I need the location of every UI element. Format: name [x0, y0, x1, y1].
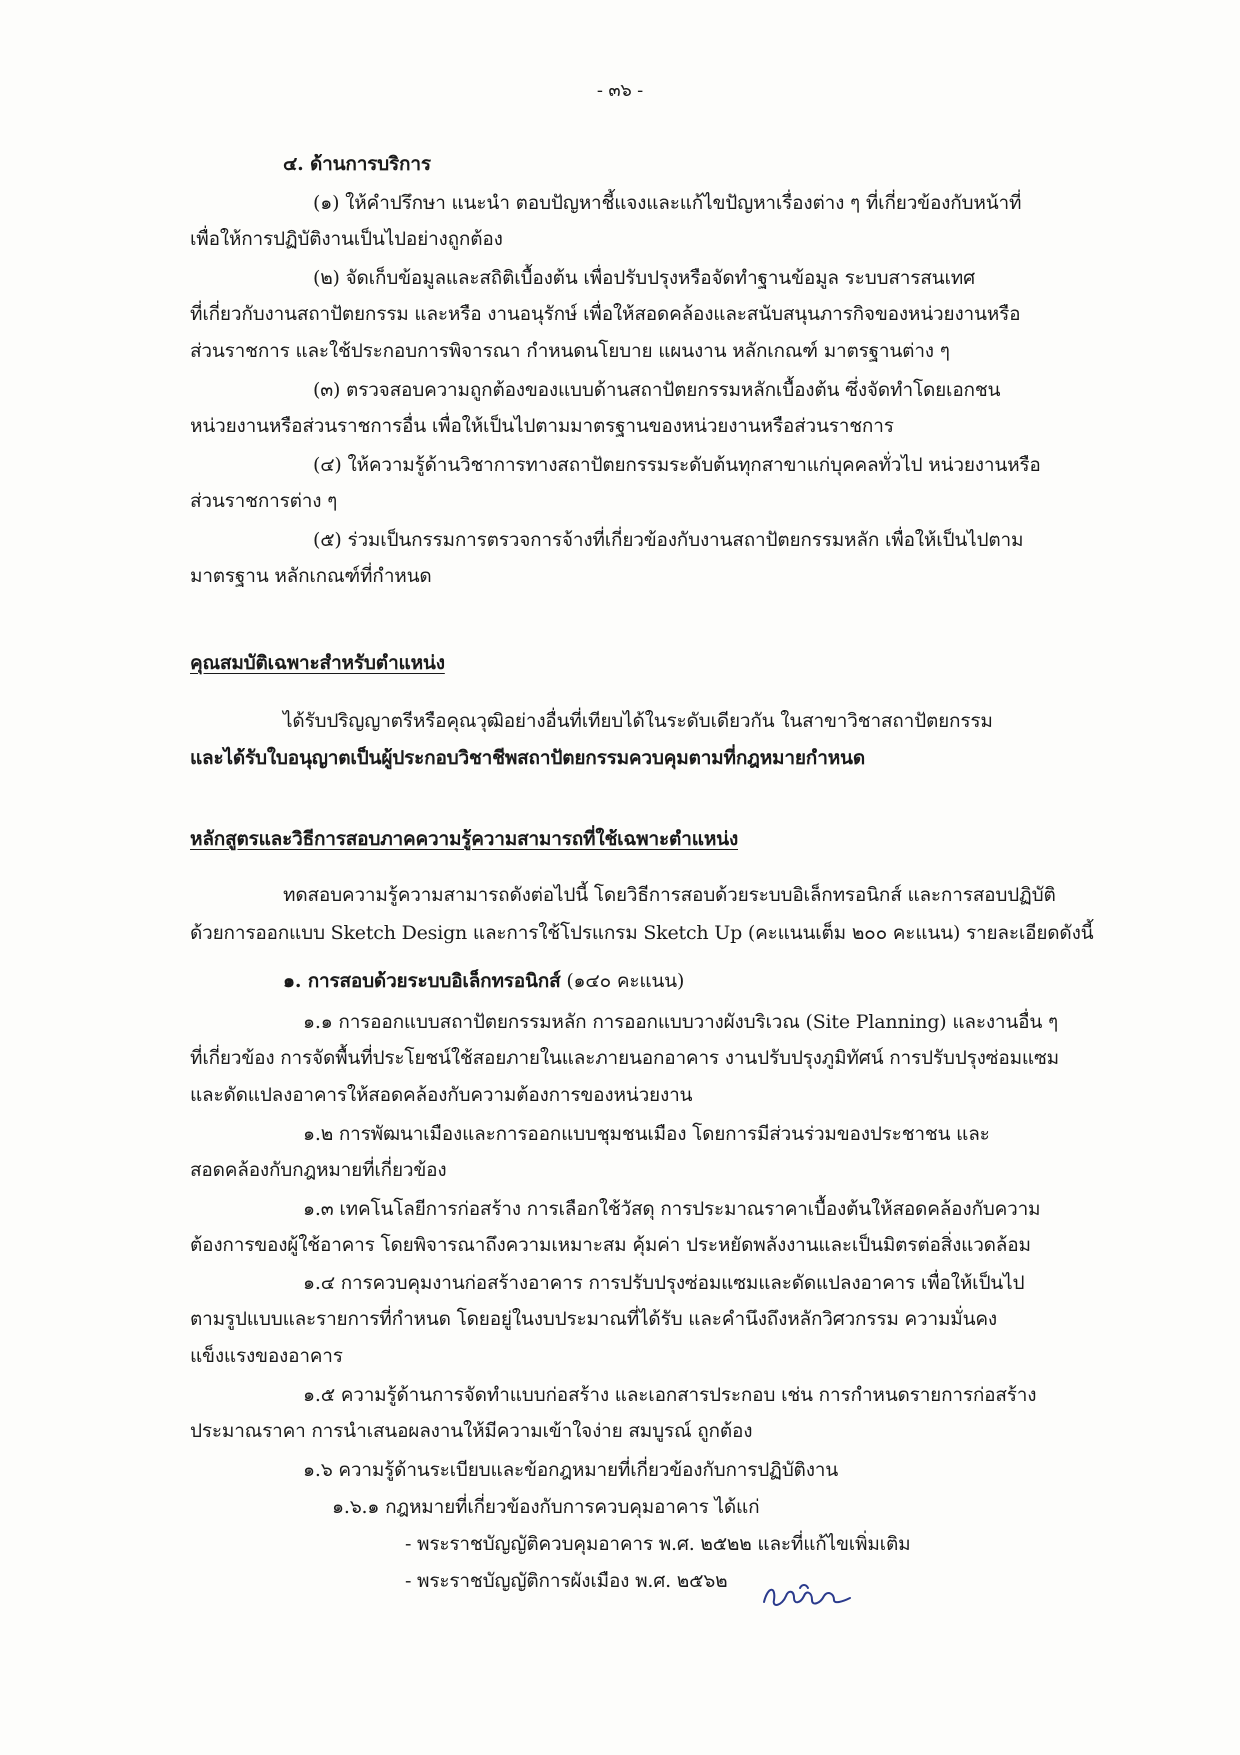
service-item-5-line-2: มาตรฐาน หลักเกณฑ์ที่กำหนด	[190, 565, 432, 587]
service-item-1-line-2: เพื่อให้การปฏิบัติงานเป็นไปอย่างถูกต้อง	[190, 228, 503, 250]
service-item-5-line-1: (๕) ร่วมเป็นกรรมการตรวจการจ้างที่เกี่ยวข้องกับงานสถาปัตยกรรมหลัก เพื่อให้เป็นไปตาม	[313, 529, 1024, 551]
topic-1-3-line-2: ต้องการของผู้ใช้อาคาร โดยพิจารณาถึงความเหมาะสม คุ้มค่า ประหยัดพลังงานและเป็นมิตรต่อสิ่งแวดล้อม	[190, 1234, 1031, 1256]
signature-initials	[760, 1578, 860, 1614]
curriculum-heading: หลักสูตรและวิธีการสอบภาคความรู้ความสามารถที่ใช้เฉพาะตำแหน่ง	[190, 828, 739, 850]
law-item: - พระราชบัญญัติการผังเมือง พ.ศ. ๒๕๖๒	[405, 1570, 728, 1592]
qualifications-line-2: และได้รับใบอนุญาตเป็นผู้ประกอบวิชาชีพสถาปัตยกรรมควบคุมตามที่กฎหมายกำหนด	[190, 747, 865, 769]
topic-1-6: ๑.๖ ความรู้ด้านระเบียบและข้อกฎหมายที่เกี่ยวข้องกับการปฏิบัติงาน	[303, 1459, 839, 1481]
service-item-3-line-2: หน่วยงานหรือส่วนราชการอื่น เพื่อให้เป็นไปตามมาตรฐานของหน่วยงานหรือส่วนราชการ	[190, 415, 894, 437]
qualifications-line-1: ได้รับปริญญาตรีหรือคุณวุฒิอย่างอื่นที่เทียบได้ในระดับเดียวกัน ในสาขาวิชาสถาปัตยกรรม	[283, 710, 993, 732]
topic-1-5-line-2: ประมาณราคา การนำเสนอผลงานให้มีความเข้าใจง่าย สมบูรณ์ ถูกต้อง	[190, 1420, 753, 1442]
topic-1-1-line-1: ๑.๑ การออกแบบสถาปัตยกรรมหลัก การออกแบบวางผังบริเวณ (Site Planning) และงานอื่น ๆ	[303, 1011, 1059, 1033]
topic-1-3-line-1: ๑.๓ เทคโนโลยีการก่อสร้าง การเลือกใช้วัสดุ การประมาณราคาเบื้องต้นให้สอดคล้องกับความ	[303, 1198, 1041, 1220]
page-number: - ๓๖ -	[596, 80, 644, 101]
exam-points: (๑๔๐ คะแนน)	[566, 970, 685, 992]
curriculum-intro-line-1: ทดสอบความรู้ความสามารถดังต่อไปนี้ โดยวิธีการสอบด้วยระบบอิเล็กทรอนิกส์ และการสอบปฏิบัติ	[283, 884, 1056, 906]
law-item: - พระราชบัญญัติควบคุมอาคาร พ.ศ. ๒๕๒๒ และที่แก้ไขเพิ่มเติม	[405, 1533, 911, 1555]
service-item-2-line-3: ส่วนราชการ และใช้ประกอบการพิจารณา กำหนดนโยบาย แผนงาน หลักเกณฑ์ มาตรฐานต่าง ๆ	[190, 340, 950, 362]
topic-1-4-line-3: แข็งแรงของอาคาร	[190, 1345, 343, 1367]
exam-heading-row	[283, 968, 684, 994]
service-item-4-line-1: (๔) ให้ความรู้ด้านวิชาการทางสถาปัตยกรรมระดับต้นทุกสาขาแก่บุคคลทั่วไป หน่วยงานหรือ	[313, 454, 1041, 476]
qualifications-heading: คุณสมบัติเฉพาะสำหรับตำแหน่ง	[190, 652, 445, 674]
topic-1-2-line-1: ๑.๒ การพัฒนาเมืองและการออกแบบชุมชนเมือง โดยการมีส่วนร่วมของประชาชน และ	[303, 1123, 990, 1145]
exam-heading: ๑. การสอบด้วยระบบอิเล็กทรอนิกส์	[283, 970, 561, 992]
service-item-4-line-2: ส่วนราชการต่าง ๆ	[190, 490, 338, 512]
topic-1-5-line-1: ๑.๕ ความรู้ด้านการจัดทำแบบก่อสร้าง และเอกสารประกอบ เช่น การกำหนดรายการก่อสร้าง	[303, 1384, 1037, 1406]
service-item-1-line-1: (๑) ให้คำปรึกษา แนะนำ ตอบปัญหาชี้แจงและแก้ไขปัญหาเรื่องต่าง ๆ ที่เกี่ยวข้องกับหน้าที่	[313, 192, 1022, 214]
service-item-2-line-1: (๒) จัดเก็บข้อมูลและสถิติเบื้องต้น เพื่อปรับปรุงหรือจัดทำฐานข้อมูล ระบบสารสนเทศ	[313, 267, 975, 289]
topic-1-4-line-1: ๑.๔ การควบคุมงานก่อสร้างอาคาร การปรับปรุงซ่อมแซมและดัดแปลงอาคาร เพื่อให้เป็นไป	[303, 1272, 1025, 1294]
topic-1-2-line-2: สอดคล้องกับกฎหมายที่เกี่ยวข้อง	[190, 1159, 447, 1181]
topic-1-4-line-2: ตามรูปแบบและรายการที่กำหนด โดยอยู่ในงบประมาณที่ได้รับ และคำนึงถึงหลักวิศวกรรม ความมั่นคง	[190, 1308, 998, 1330]
topic-1-1-line-2: ที่เกี่ยวข้อง การจัดพื้นที่ประโยชน์ใช้สอยภายในและภายนอกอาคาร งานปรับปรุงภูมิทัศน์ การปรับปรุงซ่อมแซม	[190, 1047, 1059, 1069]
service-item-2-line-2: ที่เกี่ยวกับงานสถาปัตยกรรม และหรือ งานอนุรักษ์ เพื่อให้สอดคล้องและสนับสนุนภารกิจของหน่วยงานหรือ	[190, 303, 1021, 325]
service-item-3-line-1: (๓) ตรวจสอบความถูกต้องของแบบด้านสถาปัตยกรรมหลักเบื้องต้น ซึ่งจัดทำโดยเอกชน	[313, 379, 1001, 401]
section-heading-services: ๔. ด้านการบริการ	[283, 153, 431, 175]
curriculum-intro-line-2: ด้วยการออกแบบ Sketch Design และการใช้โปรแกรม Sketch Up (คะแนนเต็ม ๒๐๐ คะแนน) รายละเอียดดังนี้	[190, 922, 1094, 944]
topic-1-1-line-3: และดัดแปลงอาคารให้สอดคล้องกับความต้องการของหน่วยงาน	[190, 1084, 693, 1106]
topic-1-6-1: ๑.๖.๑ กฎหมายที่เกี่ยวข้องกับการควบคุมอาคาร ได้แก่	[332, 1496, 760, 1518]
